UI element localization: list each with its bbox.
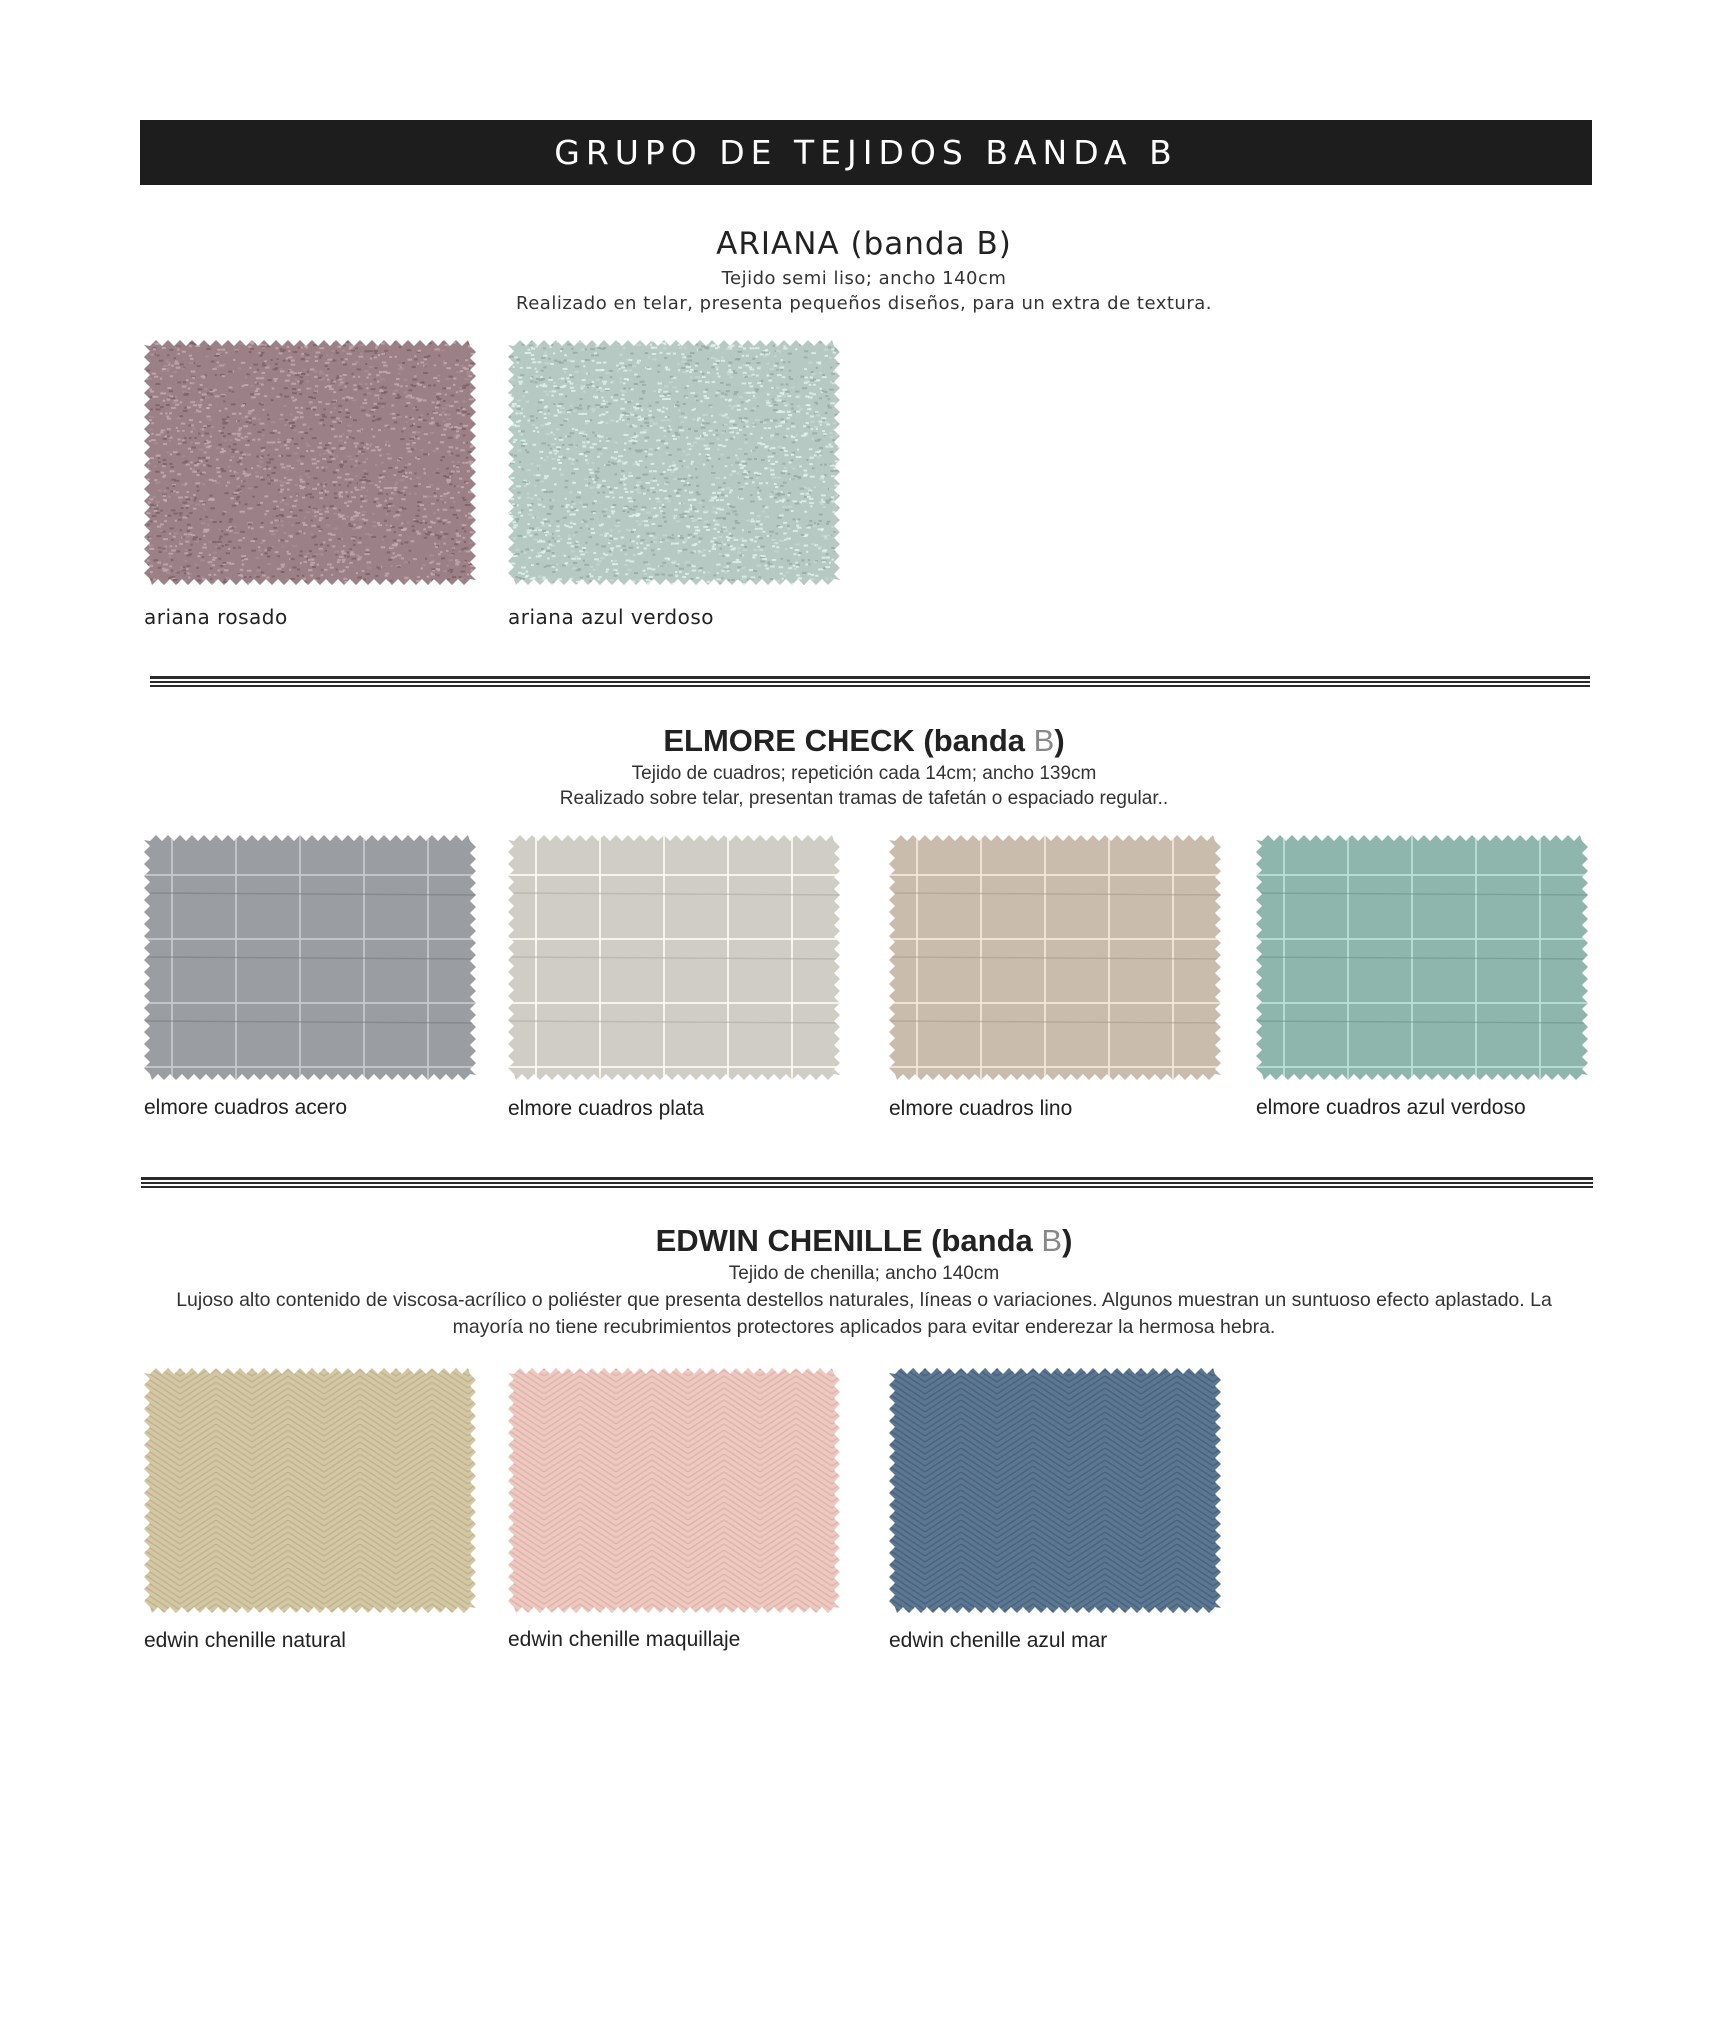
- swatch-label: edwin chenille maquillaje: [508, 1628, 741, 1651]
- section-spec: Tejido semi liso; ancho 140cm: [721, 268, 1007, 289]
- section-edwin-chenille: [0, 1222, 1728, 1341]
- fabric-swatch-image: [144, 340, 476, 585]
- page-banner: [140, 120, 1592, 185]
- section-title: EDWIN CHENILLE (banda B): [655, 1223, 1073, 1258]
- fabric-swatch[interactable]: [144, 340, 476, 585]
- section-title: ARIANA (banda B): [716, 226, 1012, 262]
- section-description: Lujoso alto contenido de viscosa-acrílico o poliéster que presenta destellos naturales, líneas o variaciones. Algunos muestran un suntuoso efecto aplastado. La mayoría no tiene recubrimientos protectores aplicados para evitar enderezar la hermosa hebra.: [176, 1289, 1552, 1338]
- section-spec: Tejido de cuadros; repetición cada 14cm; ancho 139cm: [631, 763, 1097, 784]
- fabric-swatch-image: [889, 835, 1221, 1080]
- fabric-swatch-image: [508, 1368, 840, 1613]
- fabric-swatch[interactable]: [1256, 835, 1588, 1080]
- swatch-label: elmore cuadros lino: [889, 1097, 1073, 1120]
- swatch-label: edwin chenille natural: [144, 1629, 346, 1652]
- swatch-label: ariana azul verdoso: [508, 605, 715, 629]
- swatch-label: ariana rosado: [144, 605, 288, 629]
- fabric-swatch[interactable]: [889, 1368, 1221, 1613]
- fabric-swatch-image: [1256, 835, 1588, 1080]
- swatch-label: elmore cuadros azul verdoso: [1256, 1096, 1526, 1119]
- swatch-label: elmore cuadros acero: [144, 1096, 348, 1119]
- fabric-swatch[interactable]: [889, 835, 1221, 1080]
- fabric-swatch-image: [508, 340, 840, 585]
- section-description: Realizado sobre telar, presentan tramas de tafetán o espaciado regular..: [559, 788, 1169, 809]
- fabric-swatch[interactable]: [508, 835, 840, 1080]
- section-divider: [150, 676, 1590, 687]
- fabric-swatch[interactable]: [508, 1368, 840, 1613]
- section-divider: [141, 1177, 1593, 1188]
- fabric-swatch-image: [144, 835, 476, 1080]
- section-spec: Tejido de chenilla; ancho 140cm: [728, 1263, 1000, 1284]
- section-ariana: [0, 225, 1728, 316]
- section-title: ELMORE CHECK (banda B): [663, 723, 1065, 758]
- section-description: Realizado en telar, presenta pequeños diseños, para un extra de textura.: [516, 293, 1212, 314]
- section-elmore-check: [0, 722, 1728, 811]
- fabric-swatch[interactable]: [144, 1368, 476, 1613]
- fabric-swatch-image: [508, 835, 840, 1080]
- swatch-label: edwin chenille azul mar: [889, 1629, 1108, 1652]
- fabric-swatch[interactable]: [508, 340, 840, 585]
- fabric-swatch[interactable]: [144, 835, 476, 1080]
- fabric-swatch-image: [889, 1368, 1221, 1613]
- swatch-label: elmore cuadros plata: [508, 1097, 705, 1120]
- fabric-swatch-image: [144, 1368, 476, 1613]
- banner-title: GRUPO DE TEJIDOS BANDA B: [554, 133, 1178, 172]
